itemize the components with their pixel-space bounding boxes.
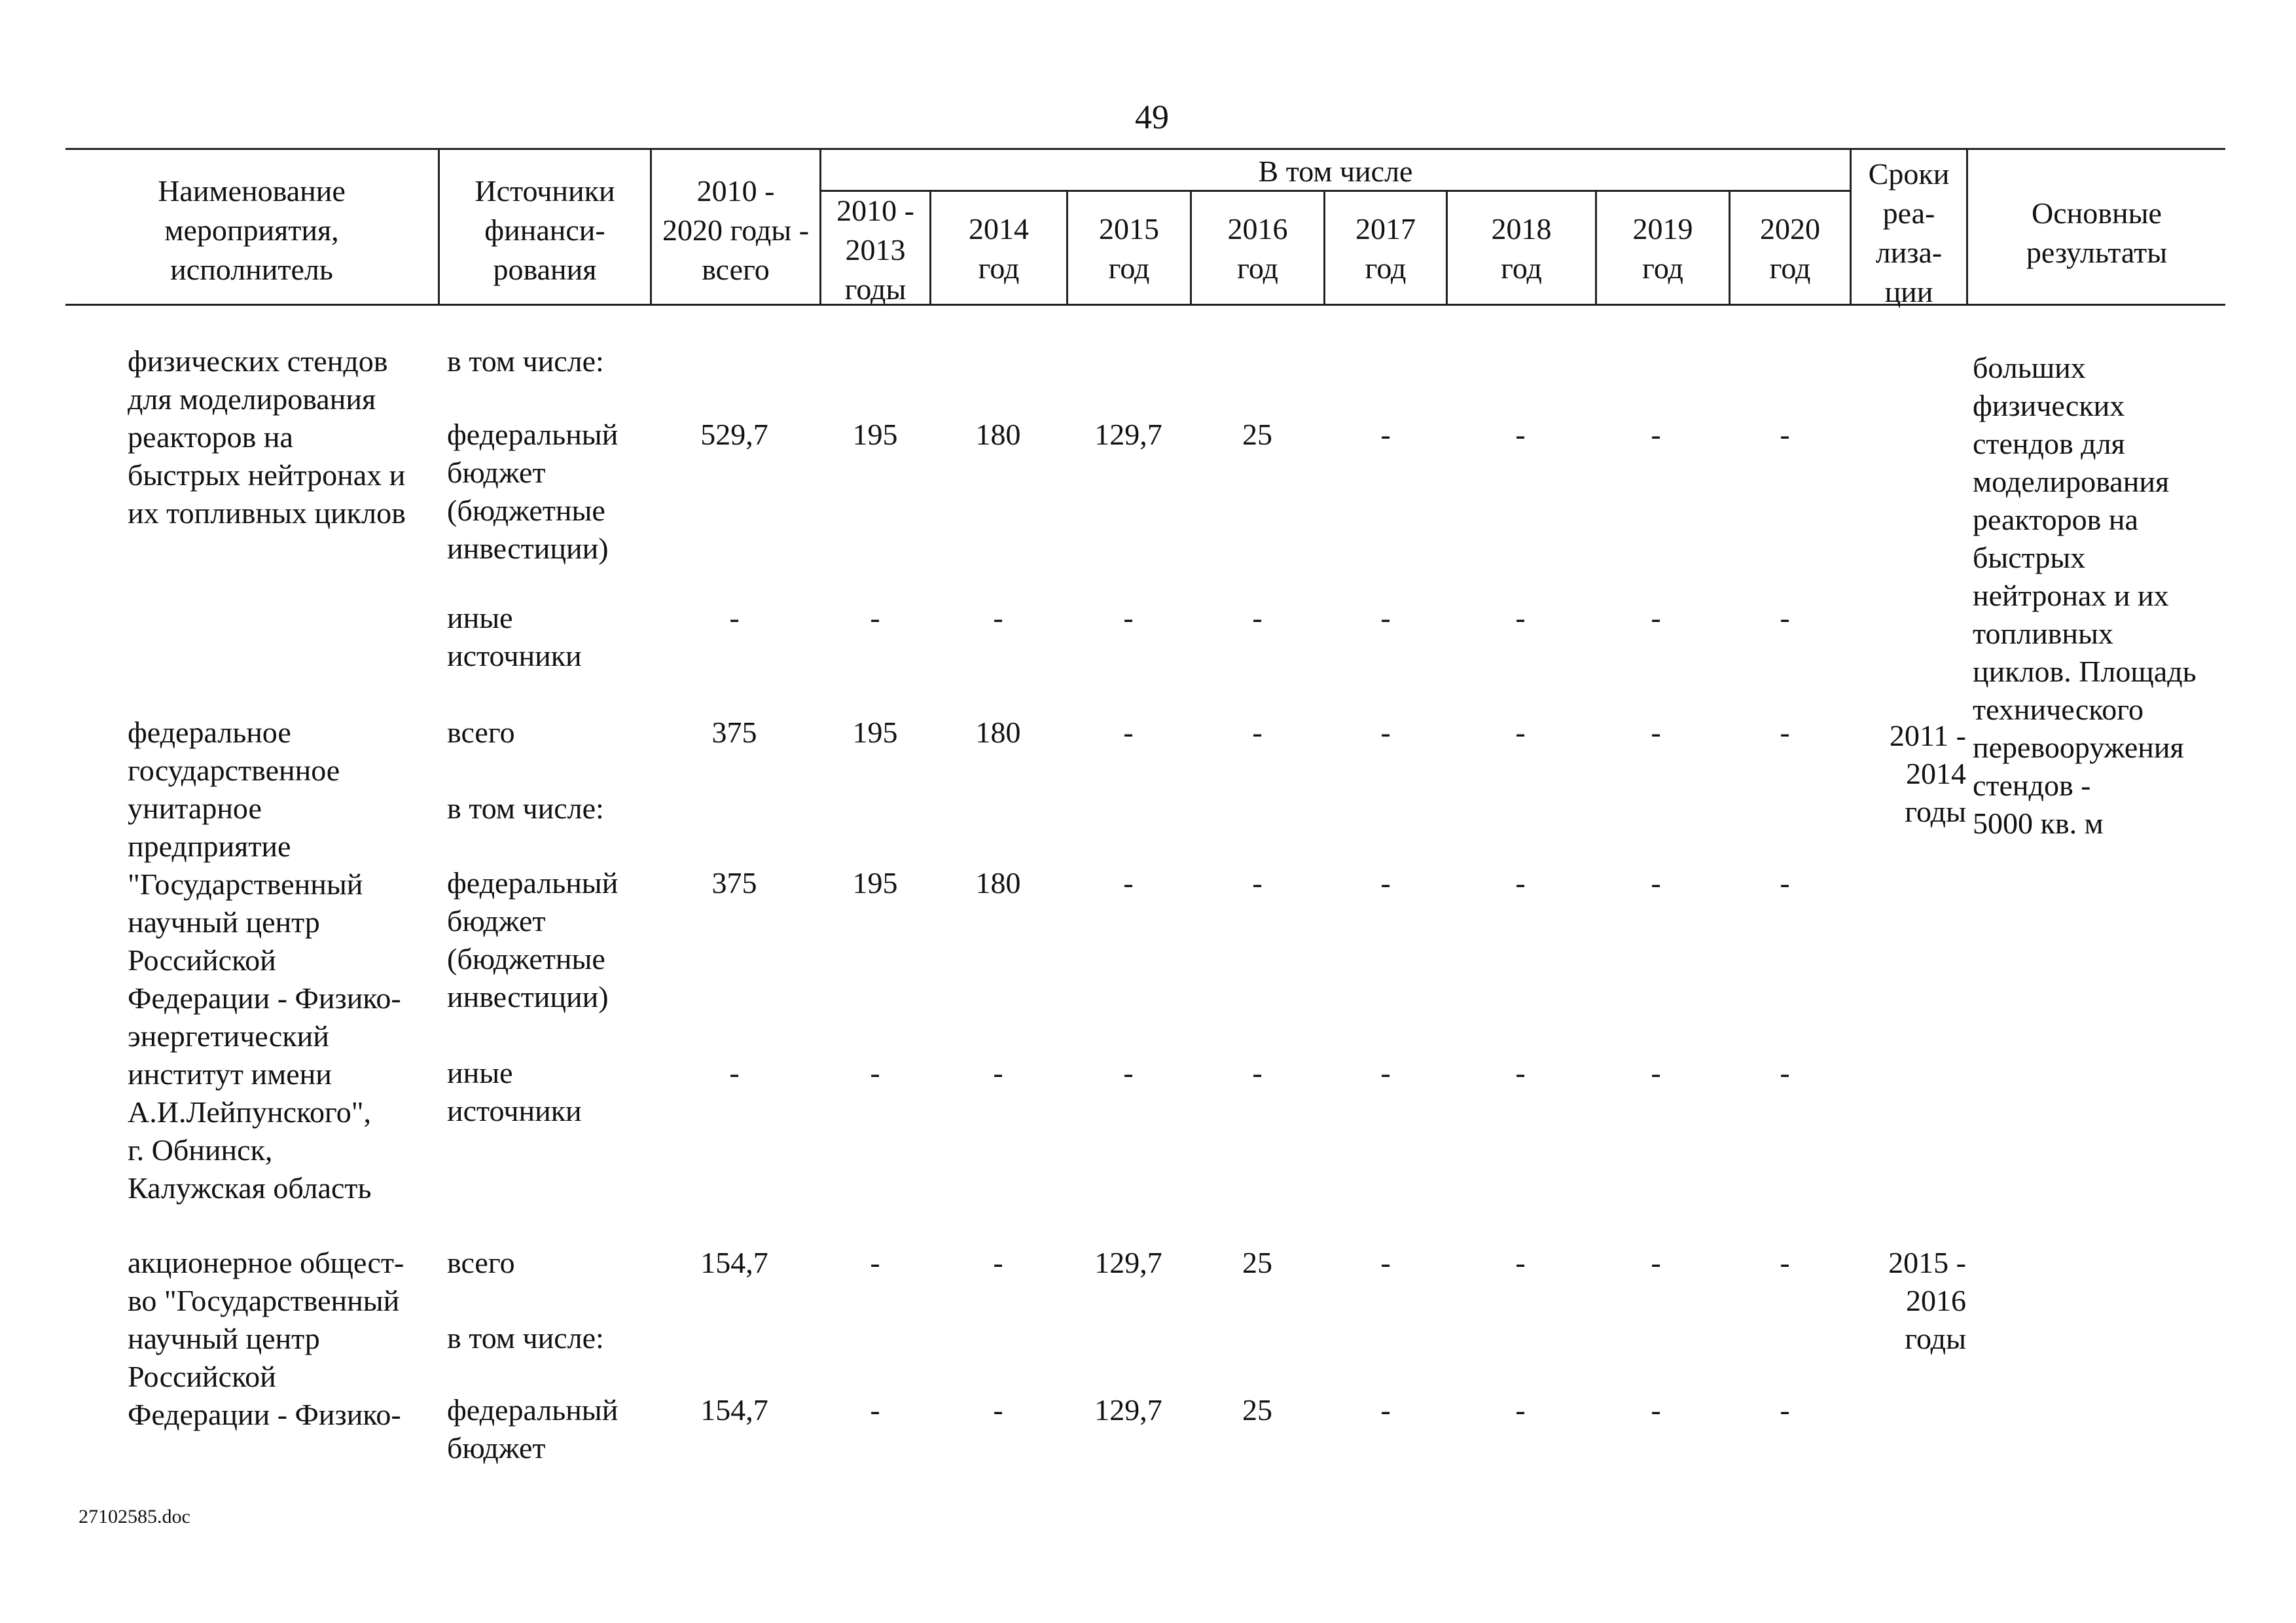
header-year: 2014 год [969,212,1029,285]
value-cell: 154,7 [700,1246,768,1279]
value-cell: 375 [711,866,757,900]
value-cell: - [1515,1246,1526,1279]
value-cell: - [1515,1393,1526,1427]
source-label: федеральный бюджет [447,1393,619,1465]
value-cell: - [1123,866,1134,900]
value-cell: - [1515,1056,1526,1089]
terms-text: 2011 - 2014 годы [1889,719,1966,828]
value-cell: - [1515,418,1526,451]
value-cell: - [1780,1393,1790,1427]
value-cell: - [1252,601,1263,634]
source-label: в том числе: [447,344,604,378]
value-cell: - [1651,1056,1661,1089]
results-text: больших физических стендов для моделирования реакторов на быстрых нейтронах и их топливных циклов. Площадь технического перевооружения стендов - 5000 кв. м [1973,351,2197,840]
value-cell: - [870,601,880,634]
value-cell: 25 [1242,418,1272,451]
source-label: в том числе: [447,792,604,825]
value-cell: - [1651,418,1661,451]
value-cell: 25 [1242,1246,1272,1279]
value-cell: - [1515,601,1526,634]
header-year: 2020 год [1760,212,1820,285]
value-cell: - [729,601,740,634]
value-cell: - [1252,866,1263,900]
value-cell: - [1380,1056,1391,1089]
value-cell: - [1780,418,1790,451]
source-label: всего [447,716,515,749]
value-cell: - [993,1393,1003,1427]
measure-name: физических стендов для моделирования реакторов на быстрых нейтронах и их топливных циклов [128,344,406,530]
source-label: федеральный бюджет (бюджетные инвестиции) [447,418,619,565]
value-cell: 180 [975,866,1021,900]
value-cell: 129,7 [1094,418,1162,451]
value-cell: - [1780,601,1790,634]
value-cell: 180 [975,716,1021,749]
value-cell: - [1380,418,1391,451]
value-cell: 154,7 [700,1393,768,1427]
page-number: 49 [1135,99,1169,136]
header-terms: Сроки реа- лиза- ции [1868,157,1950,308]
value-cell: - [1380,1393,1391,1427]
value-cell: - [729,1056,740,1089]
value-cell: - [1123,716,1134,749]
source-label: всего [447,1246,515,1279]
header-name: Наименование мероприятия, исполнитель [158,174,346,286]
value-cell: - [1515,866,1526,900]
value-cell: - [1380,866,1391,900]
value-cell: - [1780,866,1790,900]
header-source: Источники финанси- рования [475,174,615,286]
header-year: 2015 год [1099,212,1159,285]
value-cell: - [870,1056,880,1089]
header-year: 2017 год [1355,212,1416,285]
header-year: 2019 год [1632,212,1693,285]
value-cell: - [1380,1246,1391,1279]
value-cell: 529,7 [700,418,768,451]
terms-text: 2015 - 2016 годы [1888,1246,1966,1355]
value-cell: - [870,1393,880,1427]
value-cell: 195 [852,716,898,749]
value-cell: - [1780,1246,1790,1279]
value-cell: - [1651,601,1661,634]
header-group: В том числе [1258,155,1413,188]
value-cell: 129,7 [1094,1393,1162,1427]
document-footer: 27102585.doc [79,1506,190,1527]
value-cell: - [1515,716,1526,749]
value-cell: - [993,1246,1003,1279]
value-cell: - [1380,716,1391,749]
header-top-rule [65,148,2225,150]
value-cell: - [1380,601,1391,634]
source-label: иные источники [447,601,582,672]
value-cell: - [870,1246,880,1279]
value-cell: - [1123,1056,1134,1089]
header-total: 2010 - 2020 годы - всего [662,174,810,286]
value-cell: 375 [711,716,757,749]
value-cell: - [1252,1056,1263,1089]
value-cell: - [1651,1393,1661,1427]
value-cell: - [1651,1246,1661,1279]
header-year: 2018 год [1491,212,1552,285]
source-label: в том числе: [447,1321,604,1355]
header-year: 2010 - 2013 годы [836,194,914,306]
measure-name: федеральное государственное унитарное предприятие "Государственный научный центр Российской Федерации - Физико- энергетический институт имени А.И.Лейпунского", г. Обнинск, Калужская область [128,716,401,1205]
value-cell: - [993,1056,1003,1089]
value-cell: - [1780,1056,1790,1089]
value-cell: - [993,601,1003,634]
value-cell: - [1252,716,1263,749]
value-cell: 195 [852,418,898,451]
value-cell: 129,7 [1094,1246,1162,1279]
value-cell: 25 [1242,1393,1272,1427]
value-cell: 180 [975,418,1021,451]
value-cell: 195 [852,866,898,900]
source-label: федеральный бюджет (бюджетные инвестиции) [447,866,619,1013]
value-cell: - [1123,601,1134,634]
header-results: Основные результаты [2026,196,2168,269]
header-year: 2016 год [1227,212,1288,285]
value-cell: - [1651,866,1661,900]
value-cell: - [1780,716,1790,749]
measure-name: акционерное общест- во "Государственный научный центр Российской Федерации - Физико- [128,1246,404,1431]
source-label: иные источники [447,1056,582,1127]
value-cell: - [1651,716,1661,749]
